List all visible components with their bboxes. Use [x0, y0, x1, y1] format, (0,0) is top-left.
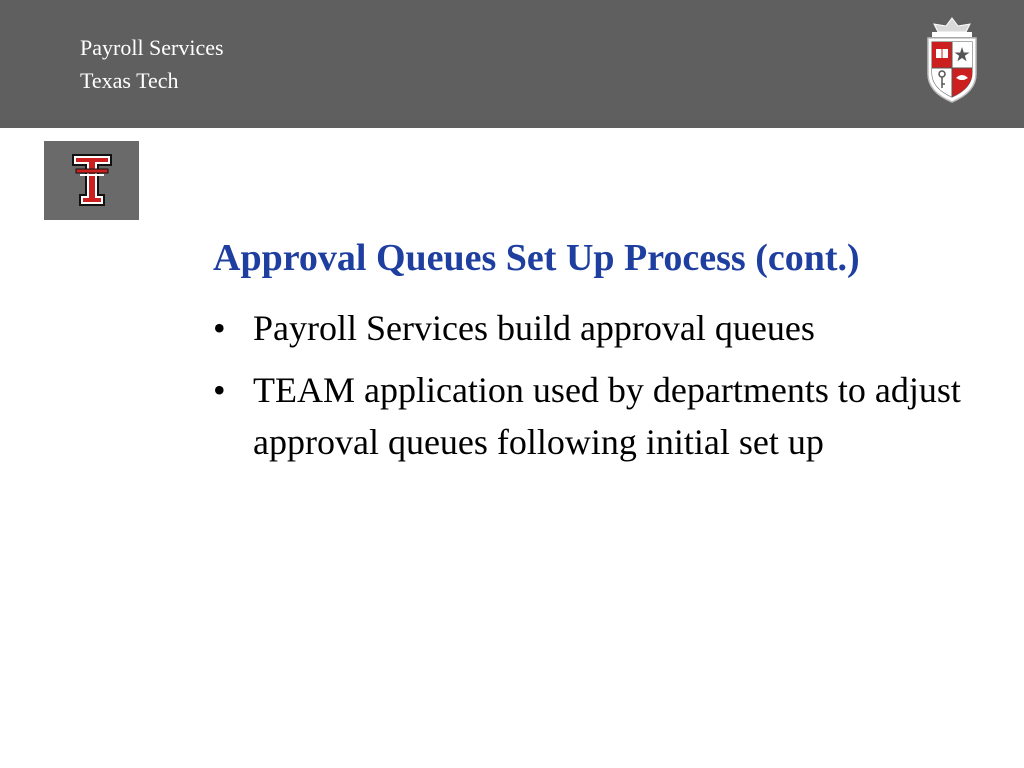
- bullet-item: [213, 364, 983, 468]
- bullet-text: TEAM application used by departments to adjust approval queues following initial set up: [253, 370, 961, 462]
- slide-content: [213, 234, 983, 478]
- header-bar: [0, 0, 1024, 128]
- org-line-2: Texas Tech: [80, 68, 179, 93]
- organization-name: [80, 31, 224, 97]
- double-t-logo-icon: [71, 153, 113, 207]
- bullet-marker: •: [213, 370, 226, 410]
- bullet-text: Payroll Services build approval queues: [253, 308, 815, 348]
- logo-box: [44, 141, 139, 220]
- org-line-1: Payroll Services: [80, 35, 224, 60]
- bullet-list: [213, 302, 983, 468]
- bullet-item: [213, 302, 983, 354]
- slide-title: Approval Queues Set Up Process (cont.): [213, 237, 860, 279]
- university-seal-icon: [918, 16, 986, 106]
- bullet-marker: •: [213, 308, 226, 348]
